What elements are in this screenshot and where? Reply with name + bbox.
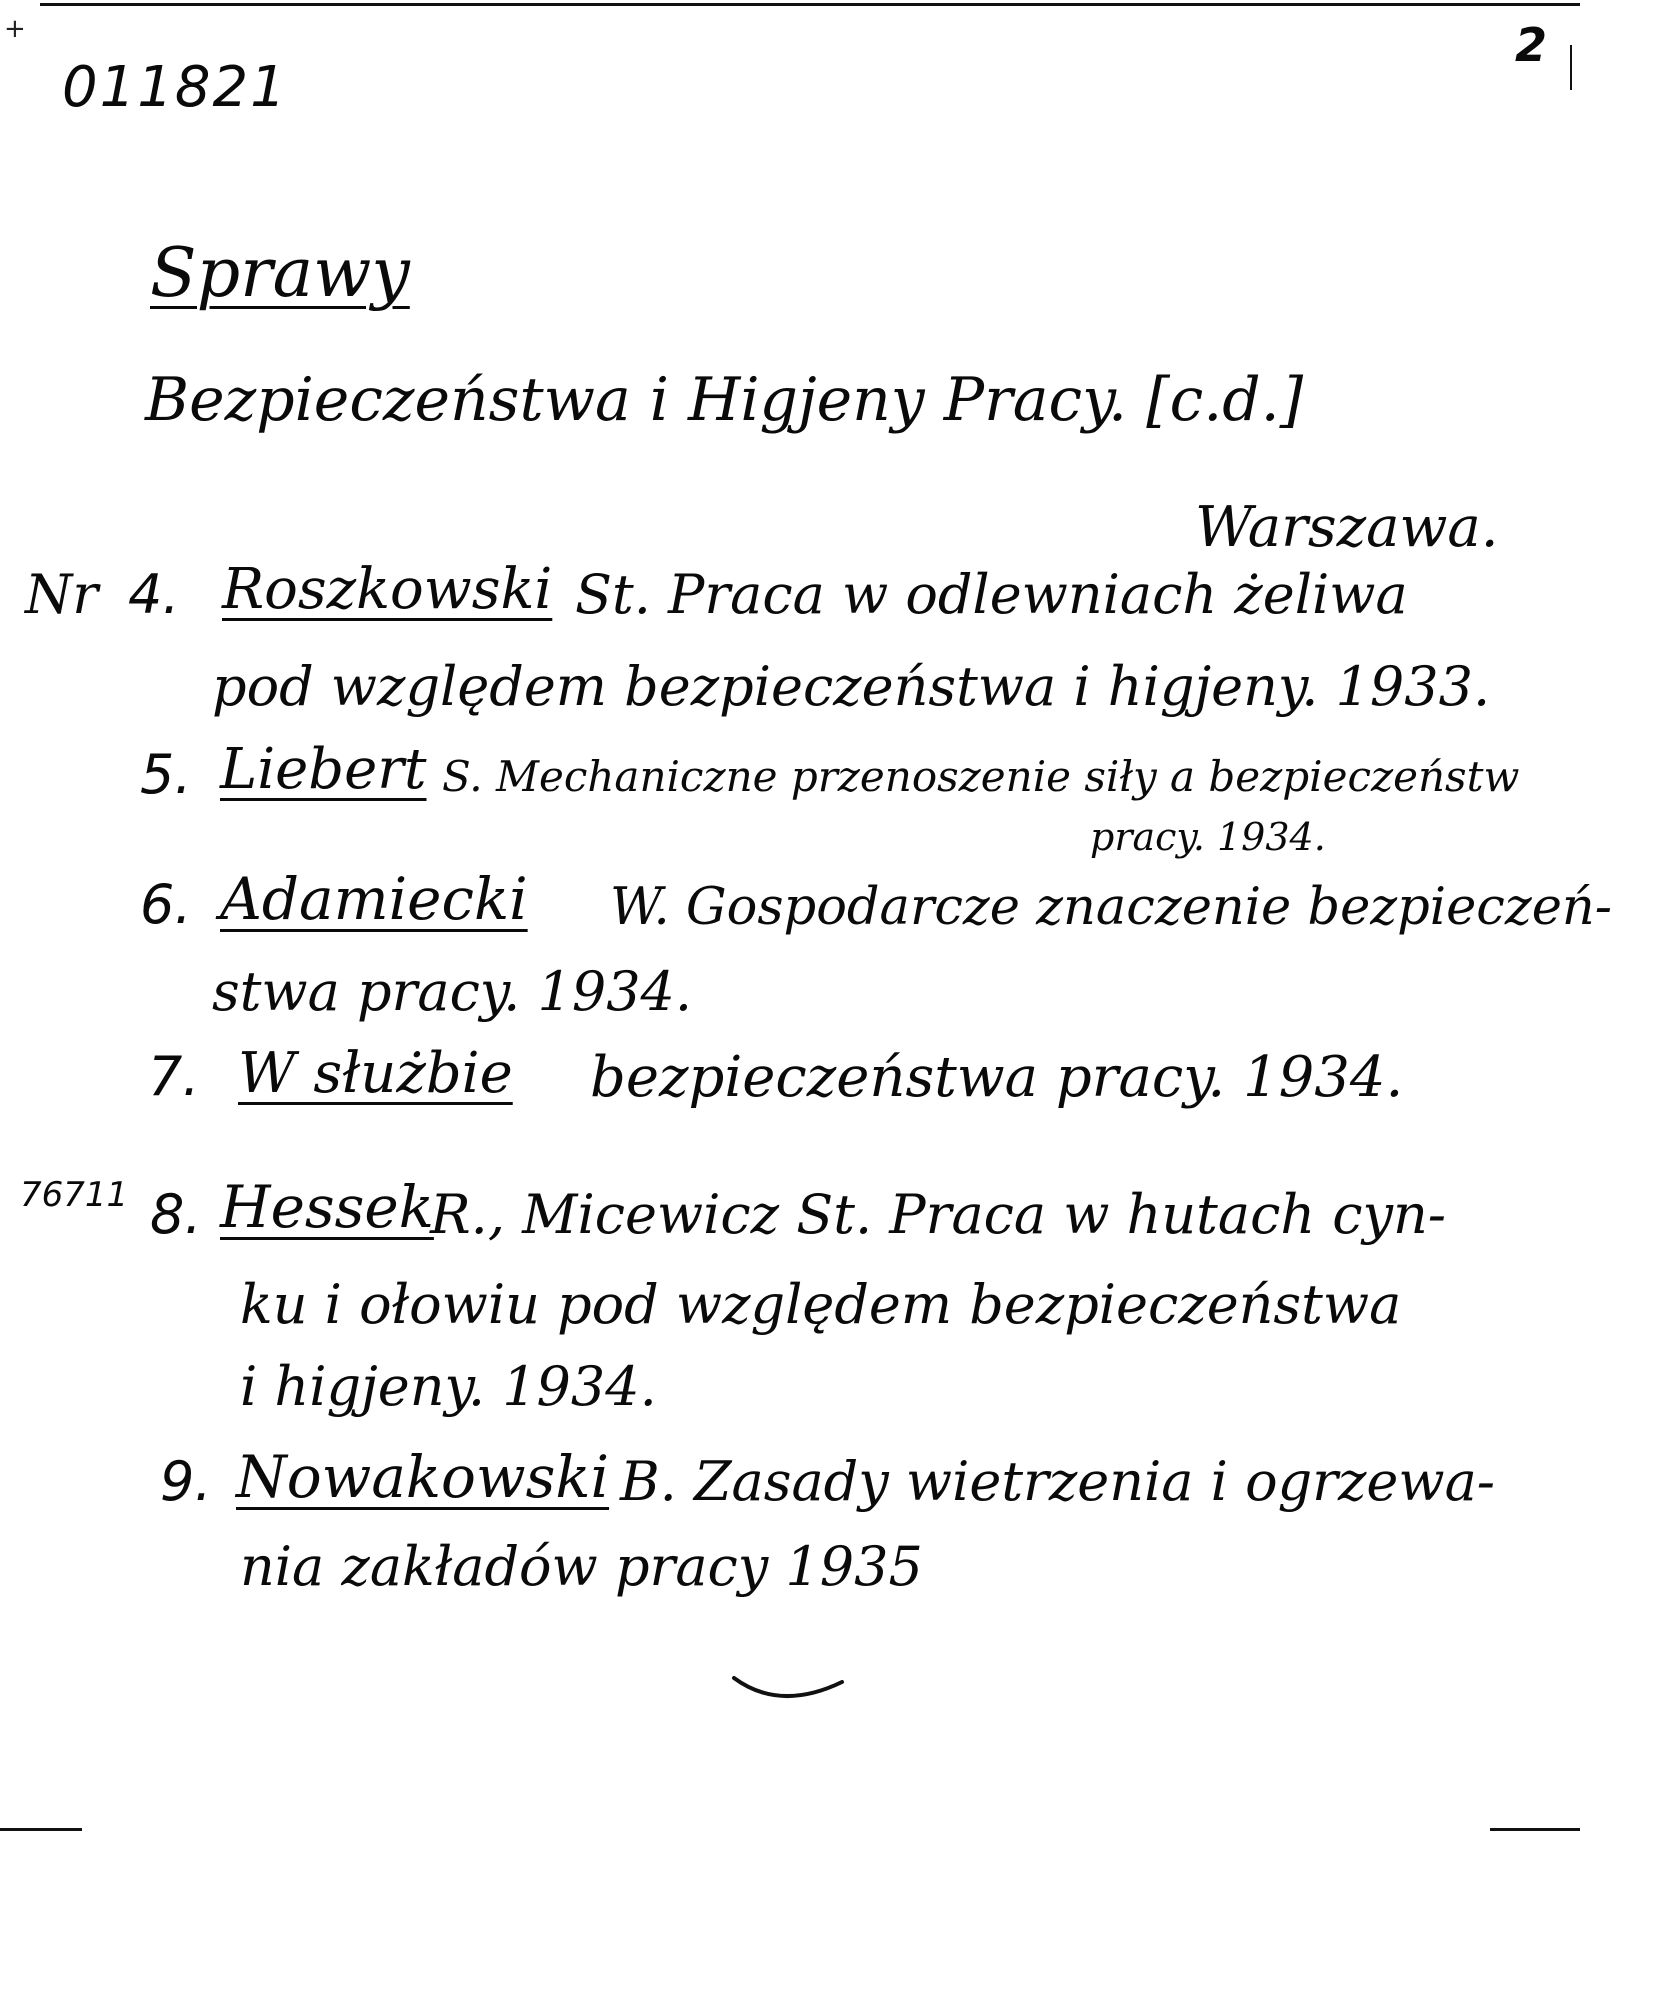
corner-cross-mark: + bbox=[4, 14, 26, 44]
entry-title-line: R., Micewicz St. Praca w hutach cyn- bbox=[430, 1183, 1447, 1246]
card-subheading: Bezpieczeństwa i Higjeny Pracy. [c.d.] bbox=[145, 365, 1304, 435]
entry-title-line: pracy. 1934. bbox=[1090, 815, 1326, 859]
bottom-right-rule bbox=[1490, 1828, 1580, 1831]
top-border-line bbox=[40, 3, 1580, 6]
entry-number: 4. bbox=[128, 563, 180, 626]
entry-number: 8. bbox=[150, 1183, 202, 1246]
entry-title-line: S. Mechaniczne przenoszenie siły a bezpieczeństw bbox=[442, 752, 1520, 801]
entry-title-line: B. Zasady wietrzenia i ogrzewa- bbox=[620, 1450, 1496, 1513]
entry-title-line: pod względem bezpieczeństwa i higjeny. 1933. bbox=[212, 655, 1491, 718]
entry-author: Adamiecki bbox=[220, 865, 528, 933]
entry-title-line: W. Gospodarcze znaczenie bezpieczeń- bbox=[610, 878, 1612, 937]
entry-title-line: St. Praca w odlewniach żeliwa bbox=[575, 563, 1408, 626]
entry-author: Roszkowski bbox=[222, 557, 553, 622]
entry-author: Liebert bbox=[220, 737, 427, 802]
closing-flourish bbox=[730, 1672, 850, 1722]
entry-author: Nowakowski bbox=[236, 1443, 610, 1511]
page-number: 2 bbox=[1515, 18, 1548, 72]
bottom-left-rule bbox=[0, 1828, 82, 1831]
entry-title-line: ku i ołowiu pod względem bezpieczeństwa bbox=[240, 1273, 1402, 1336]
entry-number: 5. bbox=[140, 743, 192, 806]
entry-title-line: stwa pracy. 1934. bbox=[212, 960, 693, 1023]
entry-title-line: nia zakładów pracy 1935 bbox=[240, 1535, 923, 1598]
card-heading: Sprawy bbox=[150, 234, 410, 313]
entry-number: 7. bbox=[148, 1045, 200, 1108]
catalog-number: 011821 bbox=[62, 55, 288, 120]
entry-title-line: bezpieczeństwa pracy. 1934. bbox=[590, 1045, 1404, 1110]
entry-number: 9. bbox=[160, 1450, 212, 1513]
entry-prefix: Nr bbox=[25, 563, 99, 626]
entry-title-line: i higjeny. 1934. bbox=[240, 1355, 657, 1418]
right-edge-line bbox=[1570, 45, 1572, 90]
place-name: Warszawa. bbox=[1195, 495, 1499, 560]
entry-author: Hessek bbox=[220, 1173, 434, 1241]
entry-number: 6. bbox=[140, 873, 192, 936]
entry-author: W służbie bbox=[238, 1041, 513, 1106]
entry-margin-note: 76711 bbox=[20, 1175, 129, 1215]
